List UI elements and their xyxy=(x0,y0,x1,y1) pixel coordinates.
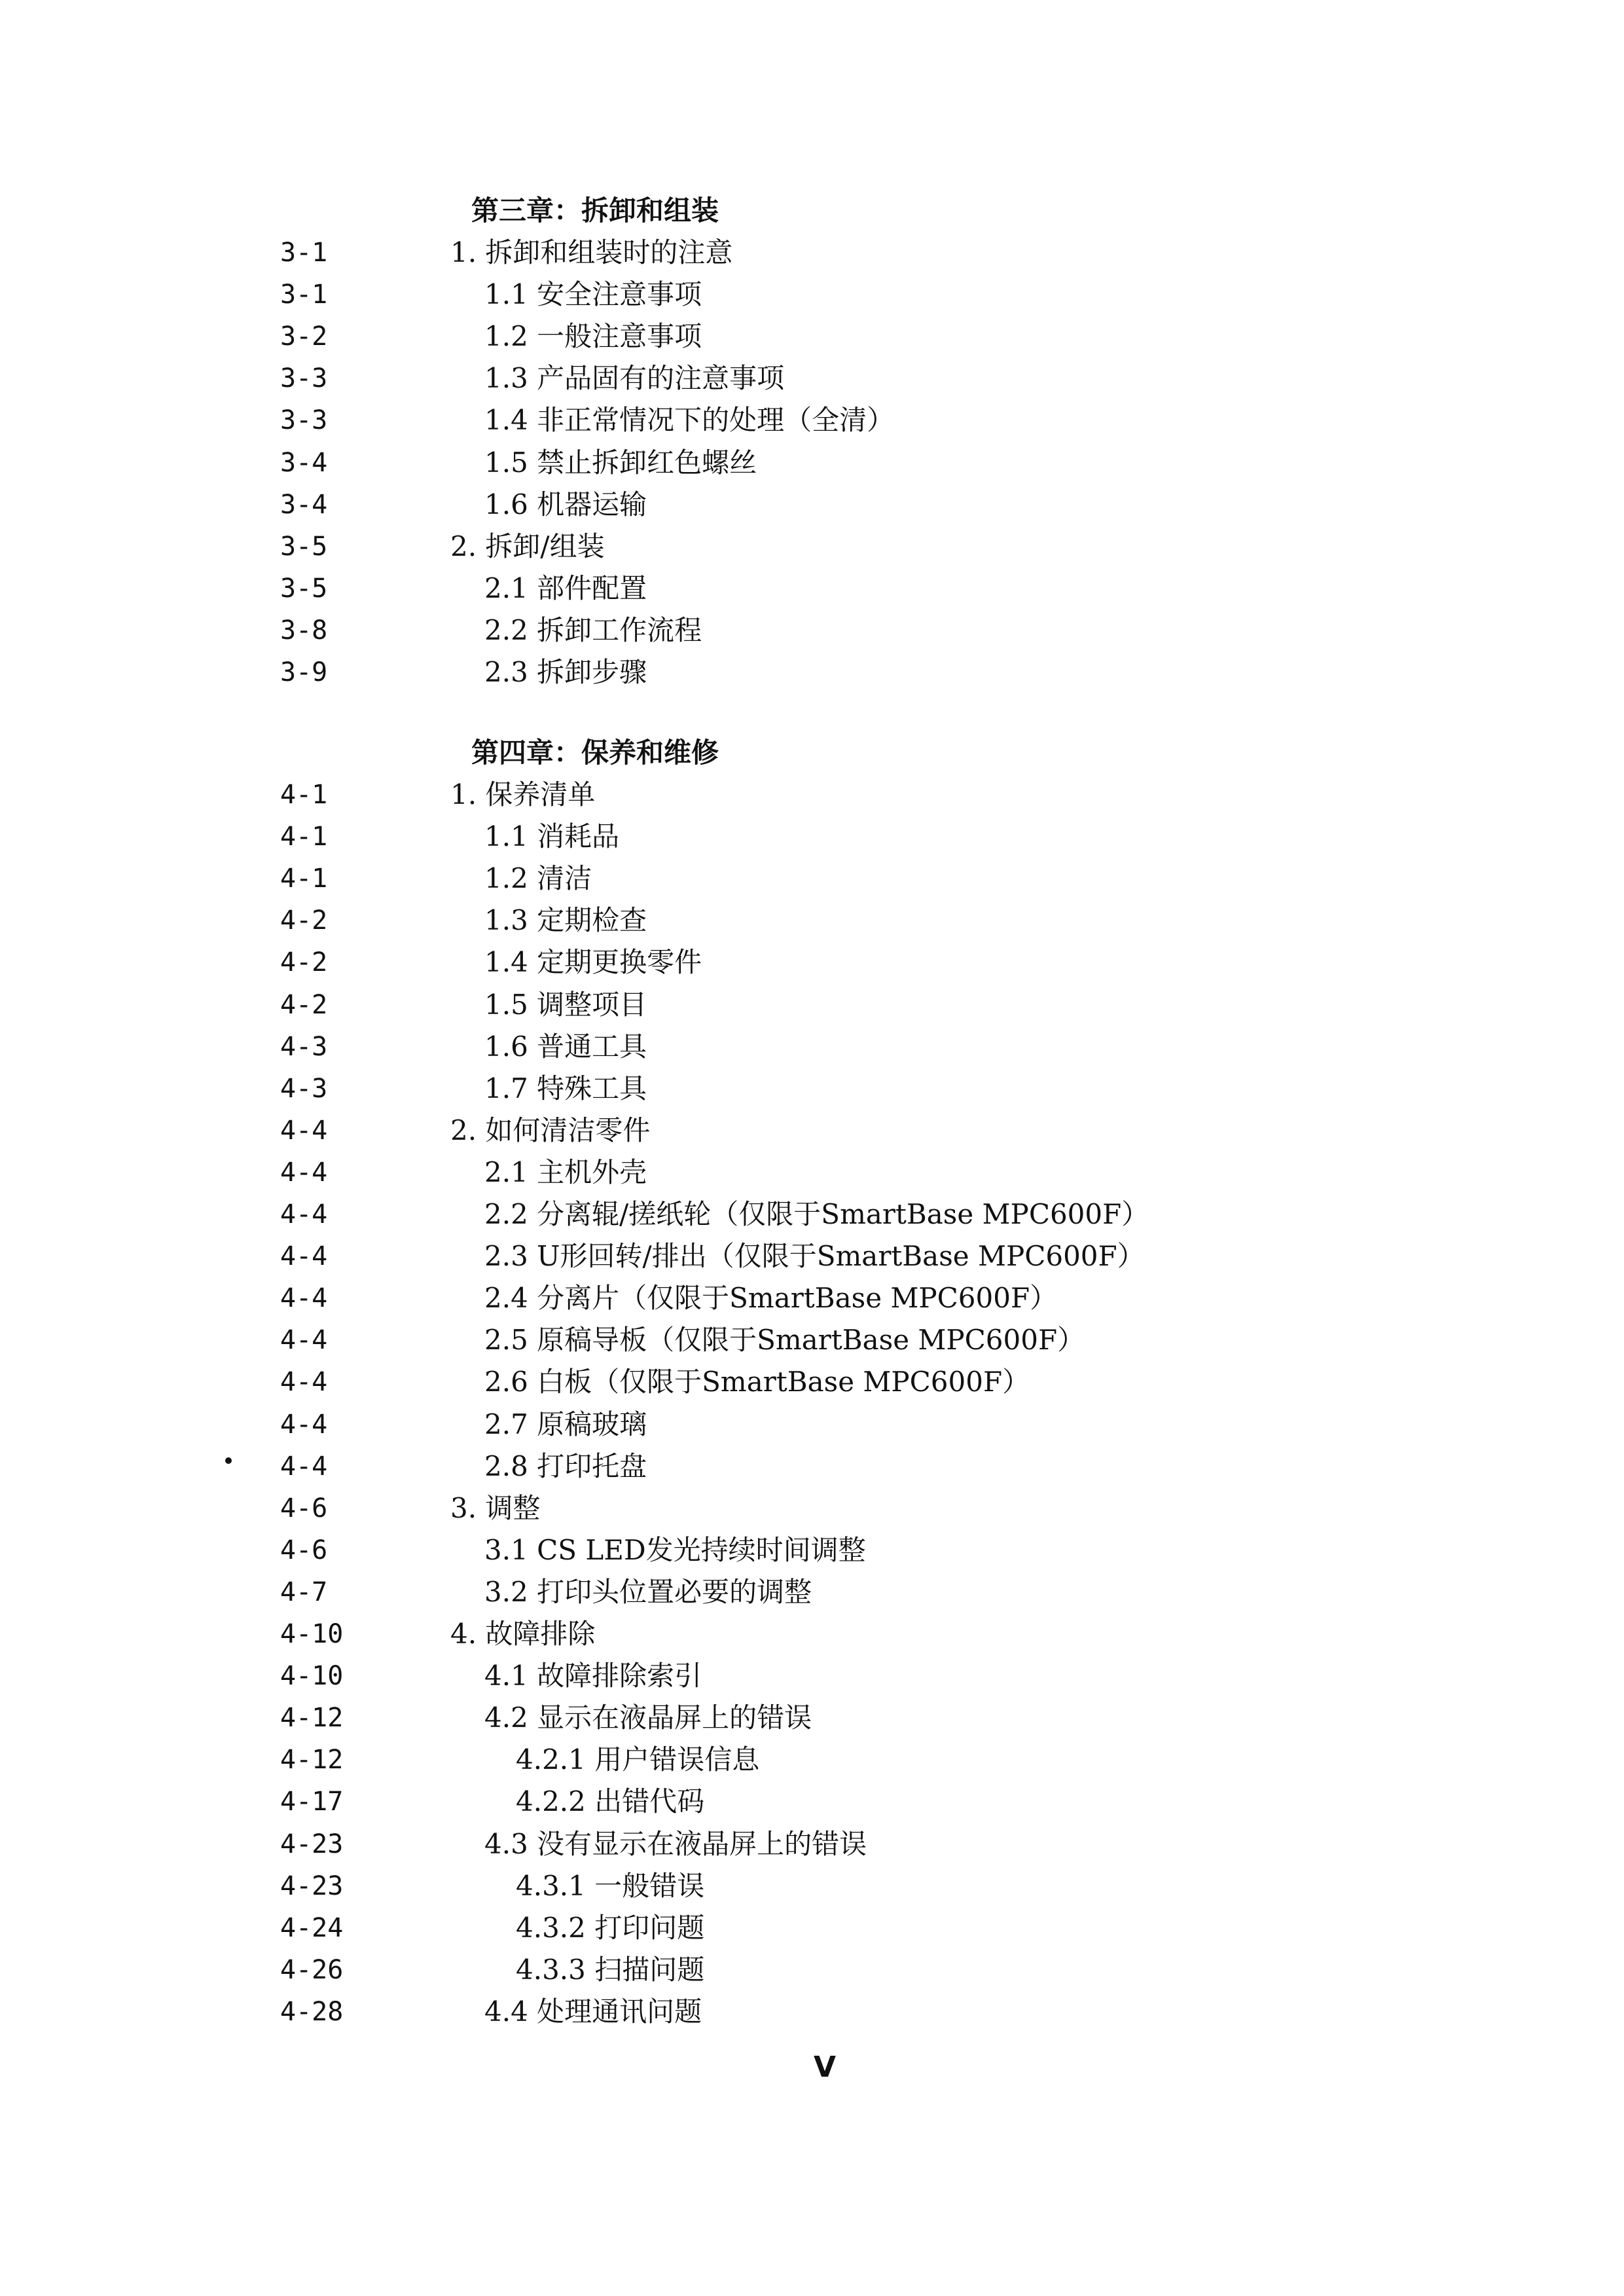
toc-page-ref: 4-10 xyxy=(280,1661,344,1691)
chapter-title: 第三章：拆卸和组装 xyxy=(471,194,719,227)
toc-page-ref: 4-4 xyxy=(280,1325,328,1355)
toc-entry-title: 4.2.2 出错代码 xyxy=(516,1785,705,1817)
toc-entry-title: 1.4 定期更换零件 xyxy=(484,946,702,978)
toc-page-ref: 4-17 xyxy=(280,1787,344,1817)
toc-entry xyxy=(0,357,1624,399)
toc-page-ref: 4-2 xyxy=(280,905,328,936)
toc-entry-title: 4.3.3 扫描问题 xyxy=(516,1954,705,1986)
toc-entry-title: 1. 保养清单 xyxy=(450,778,596,811)
toc-entry xyxy=(0,1152,1624,1194)
toc-entry xyxy=(0,1110,1624,1152)
toc-entry xyxy=(0,1446,1624,1487)
toc-entry-title: 1.5 调整项目 xyxy=(484,989,647,1021)
toc-entry-title: 2.4 分离片（仅限于SmartBase MPC600F） xyxy=(484,1282,1058,1314)
toc-entry xyxy=(0,1865,1624,1907)
toc-entry-title: 2.7 原稿玻璃 xyxy=(484,1408,647,1440)
toc-entry xyxy=(0,1487,1624,1529)
toc-page-ref: 4-2 xyxy=(280,990,328,1020)
toc-entry xyxy=(0,816,1624,858)
toc-page-ref: 3-3 xyxy=(280,363,328,393)
toc-page-ref: 3-9 xyxy=(280,657,328,687)
toc-entry-title: 4. 故障排除 xyxy=(450,1618,596,1650)
toc-entry-title: 2.5 原稿导板（仅限于SmartBase MPC600F） xyxy=(484,1324,1085,1356)
toc-entry xyxy=(0,1949,1624,1991)
toc-entry xyxy=(0,1026,1624,1068)
toc-entry xyxy=(0,1571,1624,1613)
toc-entry xyxy=(0,610,1624,651)
toc-page-ref: 3-2 xyxy=(280,321,328,352)
toc-page-ref: 4-1 xyxy=(280,780,328,810)
toc-entry-title: 2.8 打印托盘 xyxy=(484,1450,647,1482)
toc-page-ref: 3-3 xyxy=(280,405,328,435)
toc-entry xyxy=(0,1194,1624,1235)
toc-entry xyxy=(0,1781,1624,1823)
toc-entry-title: 3.1 CS LED发光持续时间调整 xyxy=(484,1534,866,1566)
toc-entry-title: 2.3 拆卸步骤 xyxy=(484,656,647,688)
toc-entry xyxy=(0,1823,1624,1865)
toc-page-ref: 4-3 xyxy=(280,1074,328,1104)
toc-page-ref: 4-4 xyxy=(280,1367,328,1397)
toc-page-ref: 3-1 xyxy=(280,280,328,310)
toc-entry xyxy=(0,651,1624,693)
toc-entry xyxy=(0,1235,1624,1277)
toc-entry-title: 2. 如何清洁零件 xyxy=(450,1114,651,1146)
toc-entry xyxy=(0,1907,1624,1949)
toc-page-ref: 4-26 xyxy=(280,1955,344,1985)
toc-entry-title: 4.3 没有显示在液晶屏上的错误 xyxy=(484,1828,867,1860)
toc-page-ref: 4-2 xyxy=(280,947,328,977)
toc-page-ref: 4-1 xyxy=(280,864,328,894)
toc-entry-title: 2.6 白板（仅限于SmartBase MPC600F） xyxy=(484,1366,1030,1398)
toc-entry xyxy=(0,774,1624,816)
toc-entry xyxy=(0,858,1624,900)
toc-page-ref: 4-12 xyxy=(280,1745,344,1775)
chapter-title: 第四章：保养和维修 xyxy=(471,737,719,769)
toc-entry-title: 2.3 U形回转/排出（仅限于SmartBase MPC600F） xyxy=(484,1240,1145,1272)
toc-entry xyxy=(0,274,1624,316)
toc-page-ref: 4-6 xyxy=(280,1493,328,1523)
toc-entry xyxy=(0,232,1624,274)
toc-page-ref: 4-4 xyxy=(280,1241,328,1271)
toc-page-ref: 4-4 xyxy=(280,1157,328,1188)
toc-entry xyxy=(0,941,1624,983)
toc-page-ref: 3-8 xyxy=(280,615,328,646)
toc-page-ref: 3-1 xyxy=(280,238,328,268)
toc-entry-title: 2.1 主机外壳 xyxy=(484,1156,647,1188)
toc-entry-title: 4.1 故障排除索引 xyxy=(484,1660,702,1692)
toc-page-ref: 4-10 xyxy=(280,1619,344,1649)
toc-page-ref: 4-4 xyxy=(280,1199,328,1230)
toc-entry xyxy=(0,1529,1624,1571)
toc-entry-title: 4.2 显示在液晶屏上的错误 xyxy=(484,1702,812,1734)
toc-page-ref: 4-23 xyxy=(280,1871,344,1901)
toc-page-ref: 4-23 xyxy=(280,1829,344,1859)
toc-entry xyxy=(0,1739,1624,1781)
toc-page-ref: 4-12 xyxy=(280,1703,344,1733)
toc-entry xyxy=(0,1697,1624,1739)
toc-page-ref: 4-6 xyxy=(280,1535,328,1565)
toc-entry-title: 1.3 定期检查 xyxy=(484,904,647,936)
toc-entry xyxy=(0,568,1624,610)
toc-entry-title: 1.2 清洁 xyxy=(484,862,592,894)
toc-entry xyxy=(0,1655,1624,1697)
toc-entry-title: 4.4 处理通讯问题 xyxy=(484,1995,702,2028)
toc-page-ref: 4-3 xyxy=(280,1032,328,1062)
toc-entry-title: 3.2 打印头位置必要的调整 xyxy=(484,1576,812,1608)
toc-page-ref: 3-5 xyxy=(280,532,328,562)
toc-entry-title: 1.6 普通工具 xyxy=(484,1030,647,1063)
toc-page-ref: 4-4 xyxy=(280,1410,328,1440)
toc-entry-title: 1.2 一般注意事项 xyxy=(484,320,702,352)
toc-page-ref: 4-4 xyxy=(280,1116,328,1146)
toc-page-ref: 4-1 xyxy=(280,822,328,852)
toc-entry xyxy=(0,1361,1624,1403)
toc-entry-title: 1.3 产品固有的注意事项 xyxy=(484,362,785,394)
toc-entry-title: 2. 拆卸/组装 xyxy=(450,530,605,562)
toc-entry-title: 1. 拆卸和组装时的注意 xyxy=(450,236,733,268)
toc-entry xyxy=(0,1277,1624,1319)
toc-entry-title: 4.3.2 打印问题 xyxy=(516,1912,705,1944)
toc-entry-title: 1.7 特殊工具 xyxy=(484,1072,647,1104)
toc-entry-title: 1.1 消耗品 xyxy=(484,820,620,852)
toc-page-ref: 4-4 xyxy=(280,1283,328,1313)
toc-entry-title: 2.2 拆卸工作流程 xyxy=(484,614,702,646)
toc-entry-title: 4.2.1 用户错误信息 xyxy=(516,1743,760,1776)
toc-page-ref: 4-7 xyxy=(280,1577,328,1607)
toc-entry xyxy=(0,1613,1624,1655)
toc-page-ref: 4-28 xyxy=(280,1997,344,2027)
toc-entry-title: 1.1 安全注意事项 xyxy=(484,278,702,310)
toc-entry xyxy=(0,1068,1624,1110)
toc-entry xyxy=(0,1319,1624,1361)
toc-entry xyxy=(0,1991,1624,2033)
toc-entry xyxy=(0,399,1624,441)
scan-speck xyxy=(225,1457,232,1464)
toc-entry-title: 1.4 非正常情况下的处理（全清） xyxy=(484,404,895,436)
toc-entry xyxy=(0,900,1624,941)
toc-entry-title: 2.1 部件配置 xyxy=(484,572,647,604)
toc-entry-title: 3. 调整 xyxy=(450,1492,541,1524)
toc-page-ref: 3-4 xyxy=(280,448,328,478)
toc-entry xyxy=(0,484,1624,526)
toc-entry xyxy=(0,442,1624,484)
toc-page-ref: 3-4 xyxy=(280,490,328,520)
toc-entry xyxy=(0,984,1624,1026)
page-number: V xyxy=(813,2050,837,2084)
toc-page-ref: 4-24 xyxy=(280,1913,344,1943)
toc-entry xyxy=(0,1404,1624,1446)
toc-entry-title: 1.6 机器运输 xyxy=(484,488,647,520)
toc-page-ref: 3-5 xyxy=(280,574,328,604)
toc-entry xyxy=(0,526,1624,568)
toc-page-ref: 4-4 xyxy=(280,1451,328,1482)
toc-entry-title: 4.3.1 一般错误 xyxy=(516,1870,705,1902)
toc-entry-title: 1.5 禁止拆卸红色螺丝 xyxy=(484,446,757,479)
toc-entry-title: 2.2 分离辊/搓纸轮（仅限于SmartBase MPC600F） xyxy=(484,1198,1149,1230)
toc-entry xyxy=(0,316,1624,357)
